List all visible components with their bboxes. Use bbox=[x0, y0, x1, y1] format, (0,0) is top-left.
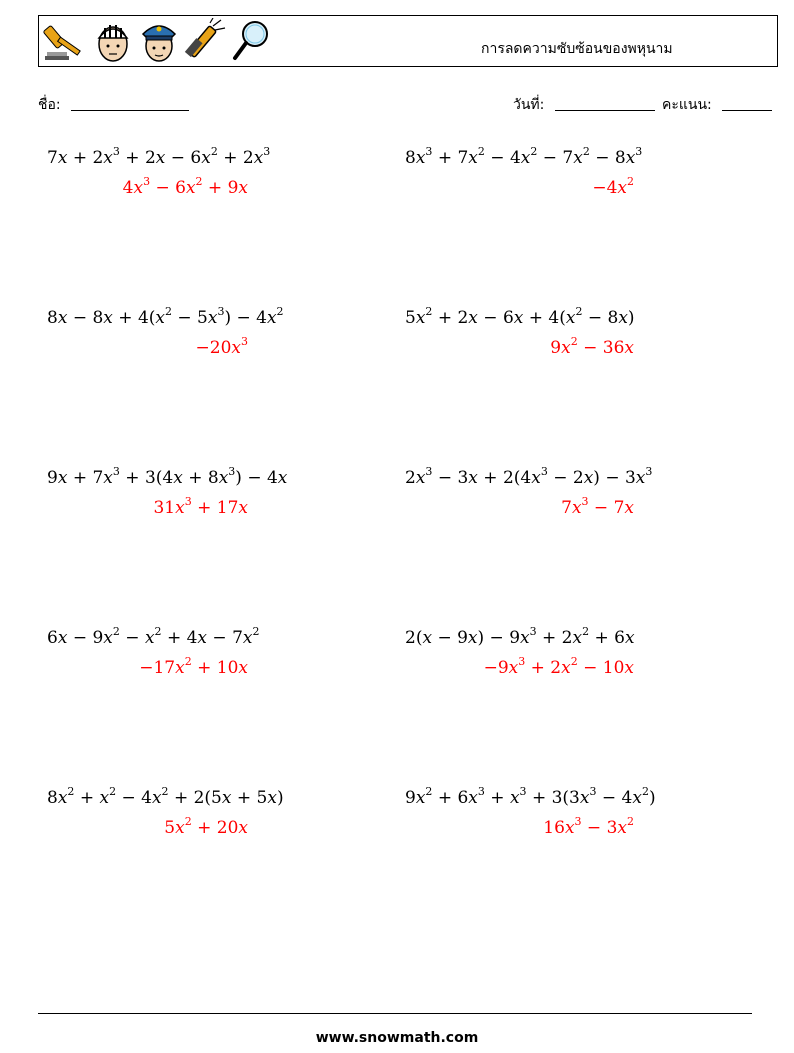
answer-expression: $4x^3 - 6x^2 + 9x$ bbox=[122, 175, 248, 198]
date-field bbox=[513, 94, 655, 116]
problem-expression: $2x^3 - 3x + 2(4x^3 - 2x) - 3x^3$ bbox=[405, 465, 653, 488]
problem-expression: $7x + 2x^3 + 2x - 6x^2 + 2x^3$ bbox=[47, 145, 271, 168]
problem-expression: $6x - 9x^2 - x^2 + 4x - 7x^2$ bbox=[47, 625, 260, 648]
answer-expression: $31x^3 + 17x$ bbox=[153, 495, 248, 518]
answer-expression: $7x^3 - 7x$ bbox=[561, 495, 634, 518]
answer-expression: $16x^3 - 3x^2$ bbox=[543, 815, 634, 838]
gavel-icon bbox=[43, 18, 87, 66]
answer-expression: $-4x^2$ bbox=[592, 175, 634, 198]
date-label: วันที่: bbox=[513, 97, 545, 113]
problem-expression: $8x^2 + x^2 - 4x^2 + 2(5x + 5x)$ bbox=[47, 785, 284, 808]
score-field bbox=[662, 94, 772, 116]
problem-expression: $8x - 8x + 4(x^2 - 5x^3) - 4x^2$ bbox=[47, 305, 284, 328]
score-blank[interactable] bbox=[722, 110, 772, 111]
answer-expression: $9x^2 - 36x$ bbox=[550, 335, 634, 358]
worksheet-header bbox=[38, 15, 778, 67]
problem-expression: $9x + 7x^3 + 3(4x + 8x^3) - 4x$ bbox=[47, 465, 288, 488]
police-officer-icon bbox=[137, 18, 181, 66]
answer-expression: $5x^2 + 20x$ bbox=[164, 815, 248, 838]
date-blank[interactable] bbox=[555, 110, 655, 111]
name-field bbox=[38, 94, 189, 116]
answer-expression: $-9x^3 + 2x^2 - 10x$ bbox=[483, 655, 634, 678]
problem-expression: $8x^3 + 7x^2 - 4x^2 - 7x^2 - 8x^3$ bbox=[405, 145, 643, 168]
problem-expression: $9x^2 + 6x^3 + x^3 + 3(3x^3 - 4x^2)$ bbox=[405, 785, 656, 808]
magnifying-glass-icon bbox=[229, 18, 273, 66]
worksheet-title: การลดความซับซ้อนของพหุนาม bbox=[481, 41, 673, 57]
footer-website: www.snowmath.com bbox=[315, 1030, 479, 1046]
problem-expression: $5x^2 + 2x - 6x + 4(x^2 - 8x)$ bbox=[405, 305, 635, 328]
name-blank[interactable] bbox=[71, 110, 189, 111]
problem-expression: $2(x - 9x) - 9x^3 + 2x^2 + 6x$ bbox=[405, 625, 635, 648]
prisoner-icon bbox=[91, 18, 135, 66]
score-label: คะแนน: bbox=[662, 97, 712, 113]
answer-expression: $-17x^2 + 10x$ bbox=[139, 655, 248, 678]
footer-divider bbox=[38, 1013, 752, 1014]
flashlight-icon bbox=[183, 18, 227, 66]
answer-expression: $-20x^3$ bbox=[195, 335, 248, 358]
name-label: ชื่อ: bbox=[38, 97, 61, 113]
